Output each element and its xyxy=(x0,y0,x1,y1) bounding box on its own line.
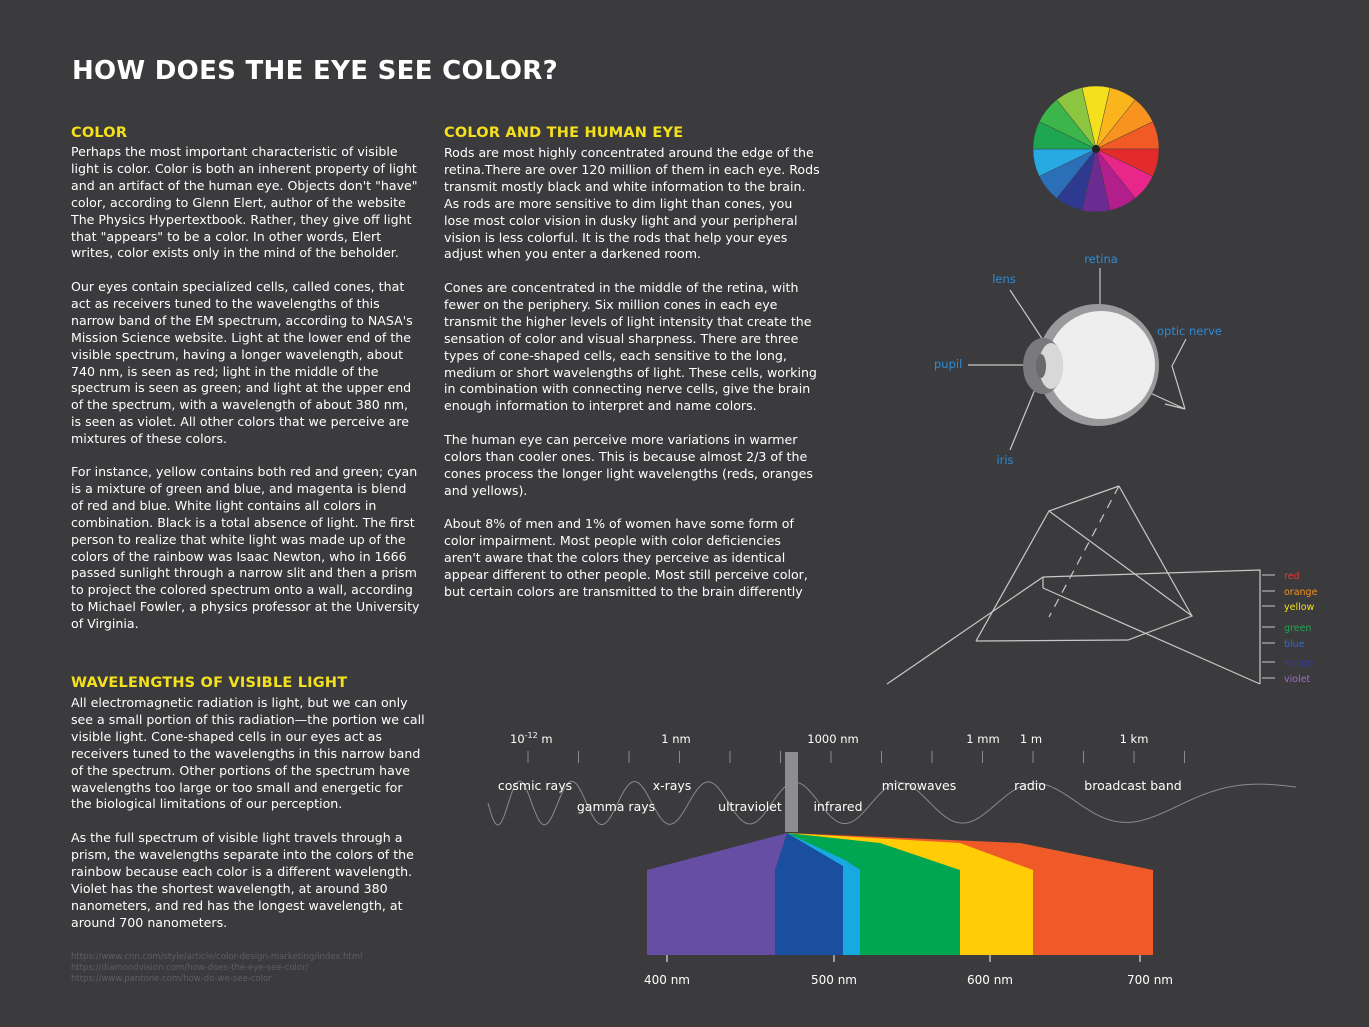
scale-label-4: 1 mm xyxy=(966,732,1000,746)
prism-back-edge xyxy=(1119,486,1192,616)
spectrum-fan-outer xyxy=(1043,570,1260,684)
prism-label-ticks xyxy=(1262,575,1275,678)
nm-label-700: 700 nm xyxy=(1126,973,1174,987)
nm-label-500: 500 nm xyxy=(810,973,858,987)
band-microwaves: microwaves xyxy=(881,778,957,793)
prism-label-orange: orange xyxy=(1284,587,1318,598)
prism-label-red: red xyxy=(1284,571,1300,582)
iris-label: iris xyxy=(996,453,1014,467)
prism-label-green: green xyxy=(1284,623,1312,634)
band-infrared: infrared xyxy=(813,799,863,814)
nm-label-600: 600 nm xyxy=(966,973,1014,987)
human-eye-paragraph-4: About 8% of men and 1% of women have some form of color impairment. Most people with color deficiencies aren't aware that the colors they perceive as identical appear different to other people. Most still perceive color, but certain colors are transmitted to the brain differently xyxy=(444,516,808,599)
color-paragraph-2: Our eyes contain specialized cells, called cones, that act as receivers tuned to the wavelengths of this narrow band of the EM spectrum, according to NASA's Mission Science website. Light at the lower end of the visible spectrum, having a longer wavelength, about 740 nm, is seen as red; light in the middle of the spectrum is seen as green; and light at the upper end of the spectrum, with a wavelength of about 380 nm, is seen as violet. All other colors that we perceive are mixtures of these colors. xyxy=(71,279,413,447)
page-title: HOW DOES THE EYE SEE COLOR? xyxy=(72,56,558,86)
eye-diagram xyxy=(934,252,1222,467)
retina-label: retina xyxy=(1084,252,1118,266)
scale-label-3: 1000 nm xyxy=(807,732,859,746)
prism-diagram xyxy=(887,486,1275,684)
prism-hidden-edge xyxy=(1049,486,1119,617)
color-heading: COLOR xyxy=(71,125,128,141)
eyeball-inner xyxy=(1047,311,1155,419)
source-link-1[interactable]: https://www.cnn.com/style/article/color-design-marketing/index.html xyxy=(71,952,363,962)
pupil xyxy=(1036,354,1046,378)
prism-label-blue: blue xyxy=(1284,639,1305,650)
band-radio: radio xyxy=(1014,778,1046,793)
incoming-light-ray xyxy=(887,577,1043,684)
scale-label-6: 1 km xyxy=(1119,732,1149,746)
band-gamma-rays: gamma rays xyxy=(576,799,656,814)
spectrum-fan-lower xyxy=(1043,588,1260,684)
wavelengths-paragraph-2: As the full spectrum of visible light travels through a prism, the wavelengths separate into the colors of the rainbow because each color is a different wavelength. Violet has the shortest wavelength, at around 380 nanometers, and red has the longest wavelength, at around 700 nanometers. xyxy=(71,830,414,930)
color-wheel-center xyxy=(1092,145,1100,153)
wavelengths-heading: WAVELENGTHS OF VISIBLE LIGHT xyxy=(71,675,348,691)
human-eye-heading: COLOR AND THE HUMAN EYE xyxy=(444,125,684,141)
prism-top-edge xyxy=(1049,486,1119,511)
optic-nerve-pointer xyxy=(1172,339,1186,409)
scale-label-5: 1 m xyxy=(1019,732,1043,746)
lens-label: lens xyxy=(992,272,1016,286)
human-eye-paragraph-1: Rods are most highly concentrated around the edge of the retina.There are over 120 million of them in each eye. Rods transmit mostly black and white information to the brain. As rods are more sensitive to dim light than cones, you lose most color vision in dusky light and your peripheral vision is less colorful. It is the rods that help your eyes adjust when you enter a darkened room. xyxy=(444,145,820,262)
source-link-3[interactable]: https://www.pantone.com/how-do-we-see-color xyxy=(71,974,272,984)
spectrum-band-violet xyxy=(647,833,787,955)
source-link-2[interactable]: https://diamondvision.com/how-does-the-eye-see-color/ xyxy=(71,963,309,973)
scale-label-2: 1 nm xyxy=(661,732,691,746)
band-broadcast: broadcast band xyxy=(1084,778,1182,793)
spectrum-scale xyxy=(510,731,1185,763)
band-ultraviolet: ultraviolet xyxy=(718,799,782,814)
band-labels xyxy=(498,778,1182,814)
band-x-rays: x-rays xyxy=(652,778,692,793)
prism-label-yellow: yellow xyxy=(1284,602,1315,613)
nm-scale xyxy=(644,955,1173,987)
prism-label-indigo: indigo xyxy=(1284,658,1314,669)
visible-spectrum xyxy=(647,833,1153,955)
human-eye-paragraph-3: The human eye can perceive more variations in warmer colors than cooler ones. This is because almost 2/3 of the cones process the longer light wavelengths (reds, oranges and yellows). xyxy=(444,432,813,498)
band-cosmic-rays: cosmic rays xyxy=(497,778,573,793)
scale-ticks xyxy=(528,751,1185,763)
optic-nerve-label: optic nerve xyxy=(1157,324,1222,338)
optic-nerve-line xyxy=(1148,392,1185,409)
human-eye-paragraph-2: Cones are concentrated in the middle of the retina, with fewer on the periphery. Six million cones in each eye transmit the higher levels of light intensity that create the sensation of color and visual sharpness. There are three types of cone-shaped cells, each sensitive to the long, medium or short wavelengths of light. These cells, working in combination with connecting nerve cells, give the brain enough information to interpret and name colors. xyxy=(444,280,817,414)
prism-color-labels xyxy=(1284,571,1318,685)
prism-label-violet: violet xyxy=(1284,674,1311,685)
wavelengths-paragraph-1: All electromagnetic radiation is light, but we can only see a small portion of this radiation—the portion we call visible light. Cone-shaped cells in our eyes act as receivers tuned to the wavelengths in this narrow band of the spectrum. Other portions of the spectrum have wavelengths too large or too small and energetic for the biological limitations of our perception. xyxy=(71,695,425,812)
nm-label-400: 400 nm xyxy=(643,973,691,987)
iris-pointer xyxy=(1010,382,1038,450)
color-paragraph-1: Perhaps the most important characteristic of visible light is color. Color is both an inherent property of light and an artifact of the human eye. Objects don't "have" color, according to Glenn Elert, author of the website The Physics Hypertextbook. Rather, they give off light that "appears" to be a color. In other words, Elert writes, color exists only in the mind of the beholder. xyxy=(71,144,418,261)
scale-label-1: $10^{-12}$ m xyxy=(510,731,553,746)
visible-light-beam xyxy=(785,752,798,832)
lens-pointer xyxy=(1010,290,1043,340)
color-wheel xyxy=(1033,86,1159,212)
pupil-label: pupil xyxy=(934,357,963,371)
color-paragraph-3: For instance, yellow contains both red and green; cyan is a mixture of green and blue, and magenta is blend of red and blue. White light contains all colors in combination. Black is a total absence of light. The first person to realize that white light was made up of the colors of the rainbow was Isaac Newton, who in 1666 passed sunlight through a narrow slit and then a prism to project the colored spectrum onto a wall, according to Michael Fowler, a physics professor at the University of Virginia. xyxy=(71,464,420,632)
